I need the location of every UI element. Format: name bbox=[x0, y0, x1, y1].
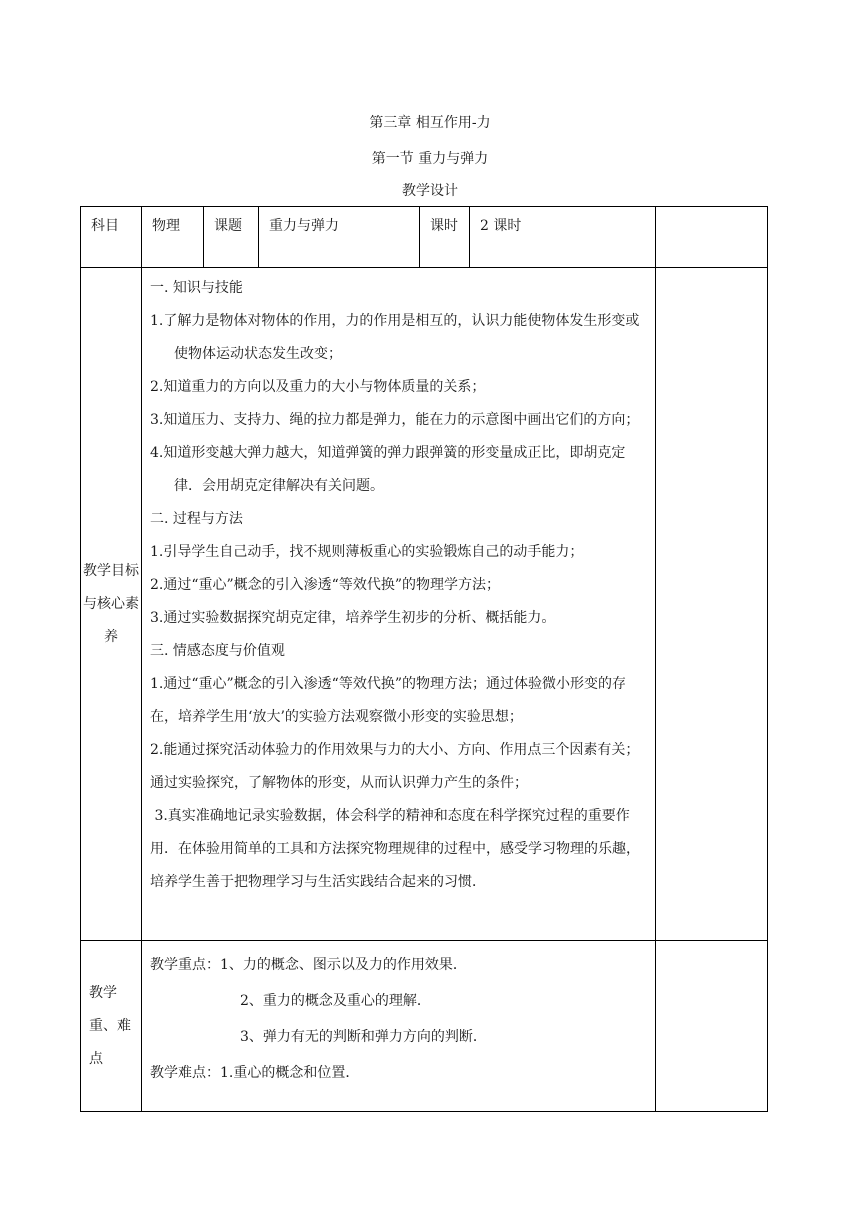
table-row-key-points bbox=[81, 941, 768, 1112]
emotion-item-2: 2.能通过探究活动体验力的作用效果与力的大小、方向、作用点三个因素有关；通过实验探究，了解物体的形变，从而认识弹力产生的条件； bbox=[150, 742, 640, 791]
hours-label: 课时 bbox=[420, 207, 470, 268]
subject-value: 物理 bbox=[142, 207, 204, 268]
key-points-label: 教学重、难点 bbox=[81, 941, 142, 1112]
document-type-title: 教学设计 bbox=[402, 183, 458, 199]
blank-cell bbox=[656, 268, 768, 941]
table-row-info bbox=[81, 207, 768, 268]
focus-item-1: 教学重点：1、力的概念、图示以及力的作用效果． bbox=[150, 957, 467, 973]
emotion-item-3: 3.真实准确地记录实验数据，体会科学的精神和态度在科学探究过程的重要作用．在体验用简单的工具和方法探究物理规律的过程中，感受学习物理的乐趣，培养学生善于把物理学习与生活实践结合起来的习惯． bbox=[150, 808, 640, 890]
knowledge-skills-heading: 一. 知识与技能 bbox=[150, 280, 243, 296]
hours-value: 2 课时 bbox=[470, 207, 656, 268]
teaching-design-table bbox=[80, 206, 768, 1112]
section-title: 第一节 重力与弹力 bbox=[371, 151, 489, 167]
objectives-content bbox=[142, 268, 656, 941]
knowledge-item-1: 1.了解力是物体对物体的作用，力的作用是相互的，认识力能使物体发生形变或使物体运动状态发生改变； bbox=[150, 313, 640, 362]
knowledge-item-2: 2.知道重力的方向以及重力的大小与物体质量的关系； bbox=[150, 379, 486, 395]
emotion-item-1: 1.通过“重心”概念的引入渗透“等效代换”的物理方法；通过体验微小形变的存在，培养学生用‘放大’的实验方法观察微小形变的实验思想； bbox=[150, 676, 626, 725]
process-item-1: 1.引导学生自己动手，找不规则薄板重心的实验锻炼自己的动手能力； bbox=[150, 544, 584, 560]
table-row-objectives bbox=[81, 268, 768, 941]
objectives-label: 教学目标与核心素养 bbox=[81, 268, 142, 941]
topic-value: 重力与弹力 bbox=[259, 207, 420, 268]
process-item-3: 3.通过实验数据探究胡克定律，培养学生初步的分析、概括能力。 bbox=[150, 610, 556, 626]
chapter-title: 第三章 相互作用-力 bbox=[369, 115, 491, 131]
focus-item-2: 2、重力的概念及重心的理解． bbox=[240, 993, 431, 1009]
knowledge-item-4: 4.知道形变越大弹力越大，知道弹簧的弹力跟弹簧的形变量成正比，即胡克定律．会用胡克定律解决有关问题。 bbox=[150, 445, 626, 494]
key-points-content bbox=[142, 941, 656, 1112]
topic-label: 课题 bbox=[204, 207, 259, 268]
difficulty-item-1: 教学难点：1.重心的概念和位置． bbox=[150, 1065, 360, 1081]
blank-cell bbox=[656, 207, 768, 268]
subject-label: 科目 bbox=[81, 207, 142, 268]
process-item-2: 2.通过“重心”概念的引入渗透“等效代换”的物理学方法； bbox=[150, 577, 500, 593]
focus-item-3: 3、弹力有无的判断和弹力方向的判断． bbox=[240, 1029, 487, 1045]
emotion-values-heading: 三. 情感态度与价值观 bbox=[150, 643, 285, 659]
process-method-heading: 二. 过程与方法 bbox=[150, 511, 243, 527]
knowledge-item-3: 3.知道压力、支持力、绳的拉力都是弹力，能在力的示意图中画出它们的方向； bbox=[150, 412, 640, 428]
blank-cell bbox=[656, 941, 768, 1112]
